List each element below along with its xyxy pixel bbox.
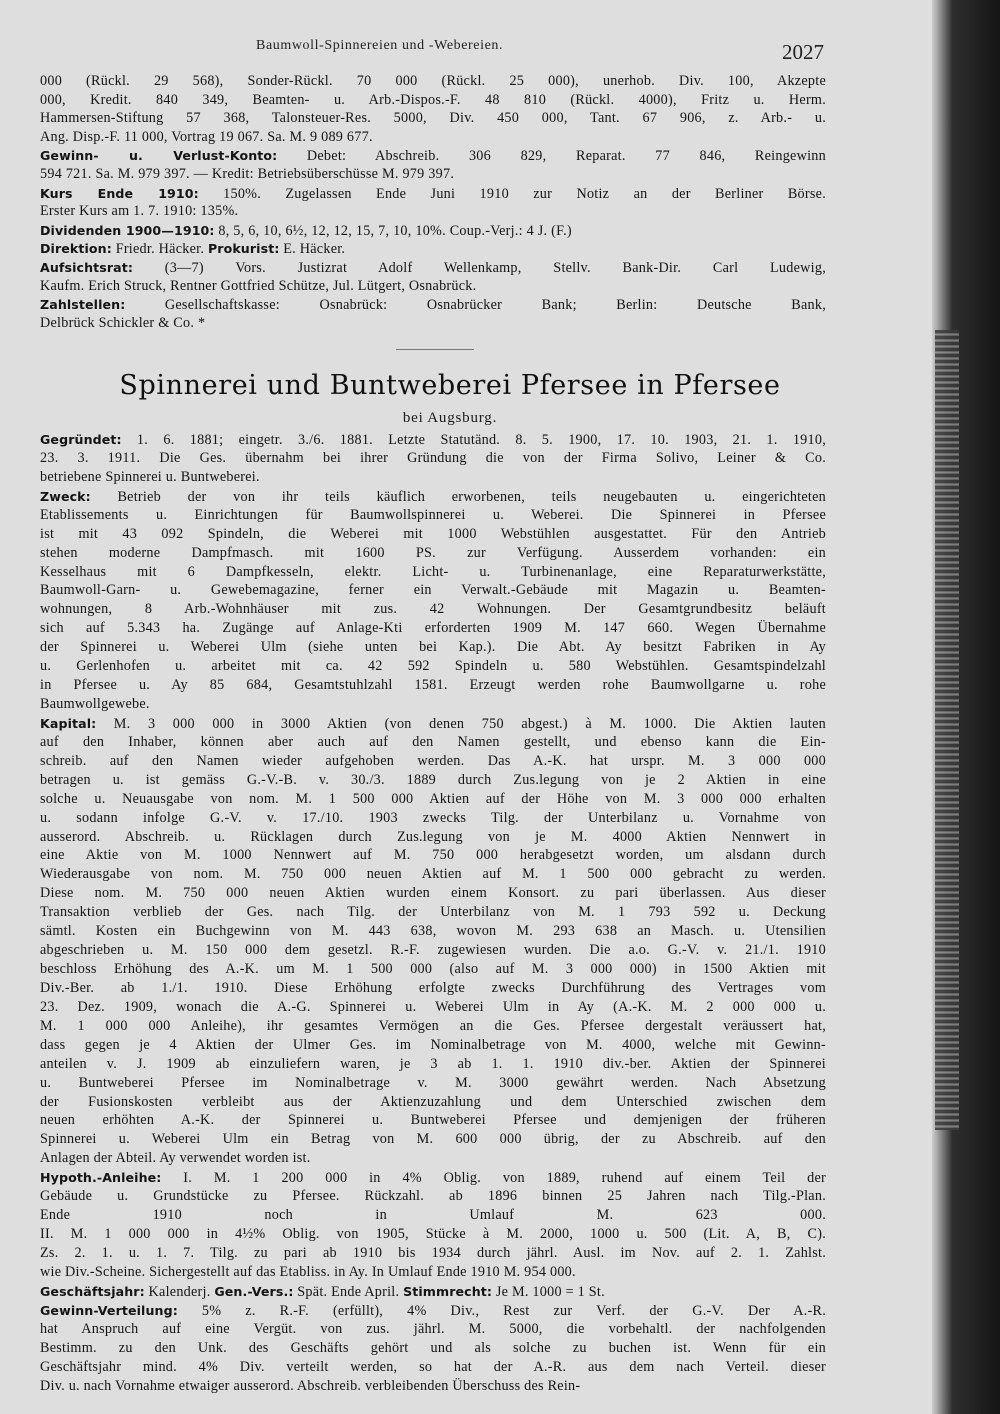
text-run: stehen moderne Dampfmasch. mit 1600 PS. zur Verfügung. Ausserdem vorhanden: ein xyxy=(40,544,826,561)
running-head: Baumwoll-Spinnereien und -Webereien. xyxy=(256,38,504,53)
text-run: Friedr. Häcker. xyxy=(111,241,208,258)
rubric-label: Aufsichtsrat: xyxy=(40,260,134,275)
text-line xyxy=(40,847,826,864)
text-line xyxy=(40,507,826,524)
rubric-label: Dividenden 1900—1910: xyxy=(40,222,215,238)
text-run: Anlagen der Abteil. Ay verwendet worden ist. xyxy=(40,1150,311,1167)
text-run: sämtl. Kosten ein Buchgewinn von M. 443 638, wovon M. 293 638 an Masch. u. Utensilien xyxy=(40,923,826,940)
text-line xyxy=(40,601,826,618)
rubric-label: Hypoth.-Anleihe: xyxy=(40,1170,162,1186)
text-line xyxy=(40,240,826,258)
text-run: Kesselhaus mit 6 Dampfkesseln, elektr. Licht- u. Turbinenanlage, eine Reparaturwerkstätte, xyxy=(40,563,826,580)
text-run: Etablissements u. Einrichtungen für Baumwollspinnerei u. Weberei. Die Spinnerei in Pfersee xyxy=(40,506,826,523)
text-line xyxy=(40,961,826,978)
text-line xyxy=(40,1131,826,1148)
text-run: Geschäftsjahr mind. 4% Div. verteilt werden, so hat der A.-R. aus dem nach Verteil. dieser xyxy=(40,1358,826,1375)
text-run: Baumwoll-Garn- u. Gewebemagazine, ferner ein Verwalt.-Gebäude mit Magazin u. Beamten- xyxy=(40,582,826,599)
text-line xyxy=(40,753,826,770)
text-line xyxy=(40,1207,826,1224)
text-line xyxy=(40,677,826,694)
text-run: eine Aktie von M. 1000 Nennwert auf M. 750 000 herabgesetzt worden, um alsdann durch xyxy=(40,847,826,864)
text-run: u. Gerlenhofen u. arbeitet mit ca. 42 592 Spindeln u. 580 Webstühlen. Gesamtspindelzahl xyxy=(40,658,826,675)
text-line xyxy=(40,1378,826,1395)
text-line xyxy=(40,1302,826,1320)
text-line xyxy=(40,1094,826,1111)
text-line xyxy=(40,1169,826,1187)
text-line xyxy=(40,734,826,751)
text-run: neuen erhöhten A.-K. der Spinnerei u. Buntweberei Pfersee und demjenigen der früheren xyxy=(40,1112,826,1129)
text-line xyxy=(40,1245,826,1262)
text-line xyxy=(40,1150,826,1167)
text-run: Diese nom. M. 750 000 neuen Aktien wurden einem Konsort. zu pari überlassen. Aus dieser xyxy=(40,885,826,902)
text-line xyxy=(40,1321,826,1338)
text-run: sich auf 5.343 ha. Zugänge auf Anlage-Kti erforderten 1909 M. 147 660. Wegen Übernahme xyxy=(40,620,826,637)
text-run: Bestimm. zu den Unk. des Geschäfts gehört und als solche zu buchen ist. Wenn für ein xyxy=(40,1339,826,1356)
text-run: dass gegen je 4 Aktien der Ulmer Ges. im Nominalbetrage von M. 4000, welche mit Gewinn- xyxy=(40,1036,826,1053)
text-line xyxy=(40,1359,826,1376)
text-line xyxy=(40,1340,826,1357)
text-run: M. 1 000 000 Anleihe), ihr gesamtes Vermögen an die Ges. Pfersee dergestalt veräussert hat, xyxy=(40,1017,826,1034)
text-line xyxy=(40,259,826,277)
rubric-label: Zweck: xyxy=(40,488,91,504)
text-run: hat Anspruch auf eine Vergüt. von zus. jährl. M. 5000, die vorbehaltl. der nachfolgenden xyxy=(40,1320,826,1337)
text-run: I. M. 1 200 000 in 4% Oblig. von 1889, ruhend auf einem Teil der xyxy=(161,1170,826,1187)
text-line xyxy=(40,110,826,127)
text-line xyxy=(40,582,826,599)
text-line xyxy=(40,620,826,637)
rubric-label: Geschäftsjahr: xyxy=(40,1283,145,1299)
text-line xyxy=(40,1283,826,1301)
text-run: wohnungen, 8 Arb.-Wohnhäuser mit zus. 42 Wohnungen. Der Gesamtgrundbesitz beläuft xyxy=(40,601,826,618)
text-line xyxy=(40,1056,826,1073)
text-run: 5% z. R.-F. (erfüllt), 4% Div., Rest zur Verf. der G.-V. Der A.-R. xyxy=(177,1302,826,1319)
text-run: Div.-Ber. ab 1./1. 1910. Diese Erhöhung erfolgte zwecks Durchführung des Vertrages vom xyxy=(40,979,826,996)
text-line xyxy=(40,885,826,902)
text-line xyxy=(40,829,826,846)
text-run: Kaufm. Erich Struck, Rentner Gottfried Schütze, Jul. Lütgert, Osnabrück. xyxy=(40,277,477,294)
text-line xyxy=(40,73,826,90)
text-line xyxy=(40,1075,826,1092)
text-line xyxy=(40,904,826,921)
text-line xyxy=(40,166,826,183)
text-line xyxy=(40,92,826,109)
text-run: der Spinnerei u. Weberei Ulm (siehe unten bei Kap.). Die Abt. Ay besitzt Fabriken in Ay xyxy=(40,639,826,656)
text-run: Gebäude u. Grundstücke zu Pfersee. Rückzahl. ab 1896 binnen 25 Jahren nach Tilg.-Plan. xyxy=(40,1188,826,1205)
rubric-label: Direktion: xyxy=(40,241,112,257)
text-line xyxy=(40,639,826,656)
text-run: Erster Kurs am 1. 7. 1910: 135%. xyxy=(40,203,239,220)
text-line xyxy=(40,488,826,506)
text-run: Spät. Ende April. xyxy=(293,1283,404,1300)
text-run: betragen u. ist gemäss G.-V.-B. v. 30./3. 1889 durch Zus.legung von je 2 Aktien in eine xyxy=(40,771,826,788)
text-run: beschloss Erhöhung des A.-K. um M. 1 500 000 (also auf M. 3 000 000) in 1500 Aktien mit xyxy=(40,961,826,978)
text-line xyxy=(40,696,826,713)
rubric-label: Zahlstellen: xyxy=(40,297,126,313)
text-run: Baumwollgewebe. xyxy=(40,696,150,713)
text-line xyxy=(40,296,826,314)
page-number: 2027 xyxy=(782,40,824,64)
rubric-label: Gewinn- u. Verlust-Konto: xyxy=(40,148,278,164)
rubric-label: Kapital: xyxy=(40,715,97,731)
text-line xyxy=(40,526,826,543)
section-divider xyxy=(396,349,474,350)
text-run: 000, Kredit. 840 349, Beamten- u. Arb.-Dispos.-F. 48 810 (Rückl. 4000), Fritz u. Herm. xyxy=(40,91,826,108)
text-run: Transaktion verblieb der Ges. nach Tilg. der Unterbilanz von M. 1 793 592 u. Deckung xyxy=(40,904,826,921)
text-line xyxy=(40,1264,826,1281)
text-line xyxy=(40,715,826,733)
text-line xyxy=(40,431,826,449)
text-run: u. Buntweberei Pfersee im Nominalbetrage v. M. 3000 gewährt werden. Nach Absetzung xyxy=(40,1074,826,1091)
text-line xyxy=(40,564,826,581)
text-line xyxy=(40,923,826,940)
text-line xyxy=(40,1112,826,1129)
text-line xyxy=(40,450,826,467)
text-run: Kalenderj. xyxy=(144,1283,215,1300)
text-line xyxy=(40,866,826,883)
text-run: 8, 5, 6, 10, 6½, 12, 12, 15, 7, 10, 10%. Coup.-Verj.: 4 J. (F.) xyxy=(214,222,572,239)
text-line xyxy=(40,1188,826,1205)
text-run: (3—7) Vors. Justizrat Adolf Wellenkamp, Stellv. Bank-Dir. Carl Ludewig, xyxy=(133,260,826,276)
text-line xyxy=(40,942,826,959)
text-line xyxy=(40,469,826,486)
text-run: anteilen v. J. 1909 ab einzuliefern waren, je 3 ab 1. 1. 1910 div.-ber. Aktien der Spinnerei xyxy=(40,1055,826,1072)
text-run: Ang. Disp.-F. 11 000, Vortrag 19 067. Sa. M. 9 089 677. xyxy=(40,128,373,145)
section-title: Spinnerei und Buntweberei Pfersee in Pfersee xyxy=(119,370,781,401)
text-line xyxy=(40,772,826,789)
text-run: ausserord. Abschreib. u. Rücklagen durch Zus.legung von je M. 4000 Aktien Nennwert in xyxy=(40,828,826,845)
text-run: II. M. 1 000 000 in 4½% Oblig. von 1905, Stücke à M. 2000, 1000 u. 500 (Lit. A, B, C). xyxy=(40,1226,826,1243)
text-run: Je M. 1000 = 1 St. xyxy=(492,1283,605,1300)
section-subtitle: bei Augsburg. xyxy=(402,410,498,426)
book-spine-edge xyxy=(932,0,1000,1414)
text-run: Gesellschaftskasse: Osnabrück: Osnabrücker Bank; Berlin: Deutsche Bank, xyxy=(125,297,826,314)
rubric-label: Gen.-Vers.: xyxy=(214,1283,294,1299)
text-run: abgeschrieben u. M. 150 000 dem gesetzl. R.-F. zugewiesen wurden. Die a.o. G.-V. v. 21./1. 1910 xyxy=(40,942,826,959)
text-line xyxy=(40,791,826,808)
rubric-label: Prokurist: xyxy=(207,241,280,257)
text-line xyxy=(40,222,826,240)
rubric-label: Gewinn-Verteilung: xyxy=(40,1302,178,1318)
text-line xyxy=(40,1037,826,1054)
text-line xyxy=(40,185,826,203)
text-line xyxy=(40,278,826,295)
text-line xyxy=(40,203,826,220)
text-line xyxy=(40,999,826,1016)
rubric-label: Kurs Ende 1910: xyxy=(40,185,199,201)
text-run: Spinnerei u. Weberei Ulm ein Betrag von M. 600 000 übrig, der zu Abschreib. auf den xyxy=(40,1131,826,1148)
text-run: der Fusionskosten verbleibt aus der Aktienzuzahlung und dem Unterschied zwischen dem xyxy=(40,1093,826,1110)
text-run: Zs. 2. 1. u. 1. 7. Tilg. zu pari ab 1910 bis 1934 durch jährl. Ausl. im Nov. auf 2. 1. Zahlst. xyxy=(40,1244,826,1261)
text-run: 594 721. Sa. M. 979 397. — Kredit: Betriebsüberschüsse M. 979 397. xyxy=(40,166,455,182)
text-run: 1. 6. 1881; eingetr. 3./6. 1881. Letzte Statutänd. 8. 5. 1900, 17. 10. 1903, 21. 1. 1910, xyxy=(121,432,826,448)
text-run: u. sodann infolge G.-V. v. 17./10. 1903 zwecks Tilg. der Unterbilanz u. Vornahme von xyxy=(40,809,826,826)
text-line xyxy=(40,129,826,146)
text-run: Ende 1910 noch in Umlauf M. 623 000. xyxy=(40,1207,826,1224)
text-line xyxy=(40,1226,826,1243)
text-line xyxy=(40,147,826,165)
text-run: 23. 3. 1911. Die Ges. übernahm bei ihrer Gründung die von der Firma Solivo, Leiner & Co. xyxy=(40,449,826,466)
text-run: E. Häcker. xyxy=(279,241,346,258)
text-run: Hammersen-Stiftung 57 368, Talonsteuer-Res. 5000, Div. 450 000, Tant. 67 906, z. Arb.- u. xyxy=(40,110,826,127)
text-run: in Pfersee u. Ay 85 684, Gesamtstuhlzahl 1581. Erzeugt werden rohe Baumwollgarne u. rohe xyxy=(40,677,826,694)
text-run: Div. u. nach Vornahme etwaiger ausserord. Abschreib. verbleibenden Überschuss des Rein- xyxy=(40,1377,581,1394)
text-run: Wiederausgabe von nom. M. 750 000 neuen Aktien auf M. 1 500 000 gebracht zu werden. xyxy=(40,866,826,883)
text-line xyxy=(40,658,826,675)
text-run: M. 3 000 000 in 3000 Aktien (von denen 750 abgest.) à M. 1000. Die Aktien lauten xyxy=(96,715,826,732)
text-run: Debet: Abschreib. 306 829, Reparat. 77 846, Reingewinn xyxy=(277,148,826,165)
text-run: betriebene Spinnerei u. Buntweberei. xyxy=(40,468,260,485)
text-line xyxy=(40,1018,826,1035)
text-line xyxy=(40,980,826,997)
rubric-label: Gegründet: xyxy=(40,432,122,447)
text-run: 150%. Zugelassen Ende Juni 1910 zur Notiz an der Berliner Börse. xyxy=(198,185,826,202)
text-run: schreib. auf den Namen wieder aufgehoben werden. Das A.-K. hat urspr. M. 3 000 000 xyxy=(40,752,826,769)
text-run: Delbrück Schickler & Co. * xyxy=(40,314,206,331)
text-run: ist mit 43 092 Spindeln, die Weberei mit 1000 Webstühlen ausgestattet. Für den Antrieb xyxy=(40,525,826,542)
rubric-label: Stimmrecht: xyxy=(403,1283,493,1299)
text-run: auf den Inhaber, können aber auch auf den Namen gestellt, und ebenso kann die Ein- xyxy=(40,733,826,750)
text-run: solche u. Neuausgabe von nom. M. 1 500 000 Aktien auf der Höhe von M. 3 000 000 erhalten xyxy=(40,790,826,807)
text-line xyxy=(40,810,826,827)
text-line xyxy=(40,545,826,562)
text-run: wie Div.-Scheine. Sichergestellt auf das Etabliss. in Ay. In Umlauf Ende 1910 M. 954 000. xyxy=(40,1263,576,1280)
text-run: 23. Dez. 1909, wonach die A.-G. Spinnerei u. Weberei Ulm in Ay (A.-K. M. 2 000 000 u. xyxy=(40,998,826,1015)
page-stack-edge xyxy=(935,330,959,1130)
text-run: Betrieb der von ihr teils käuflich erworbenen, teils neugebauten u. eingerichteten xyxy=(90,488,826,505)
text-run: 000 (Rückl. 29 568), Sonder-Rückl. 70 000 (Rückl. 25 000), unerhob. Div. 100, Akzepte xyxy=(40,73,826,89)
text-line xyxy=(40,315,826,332)
